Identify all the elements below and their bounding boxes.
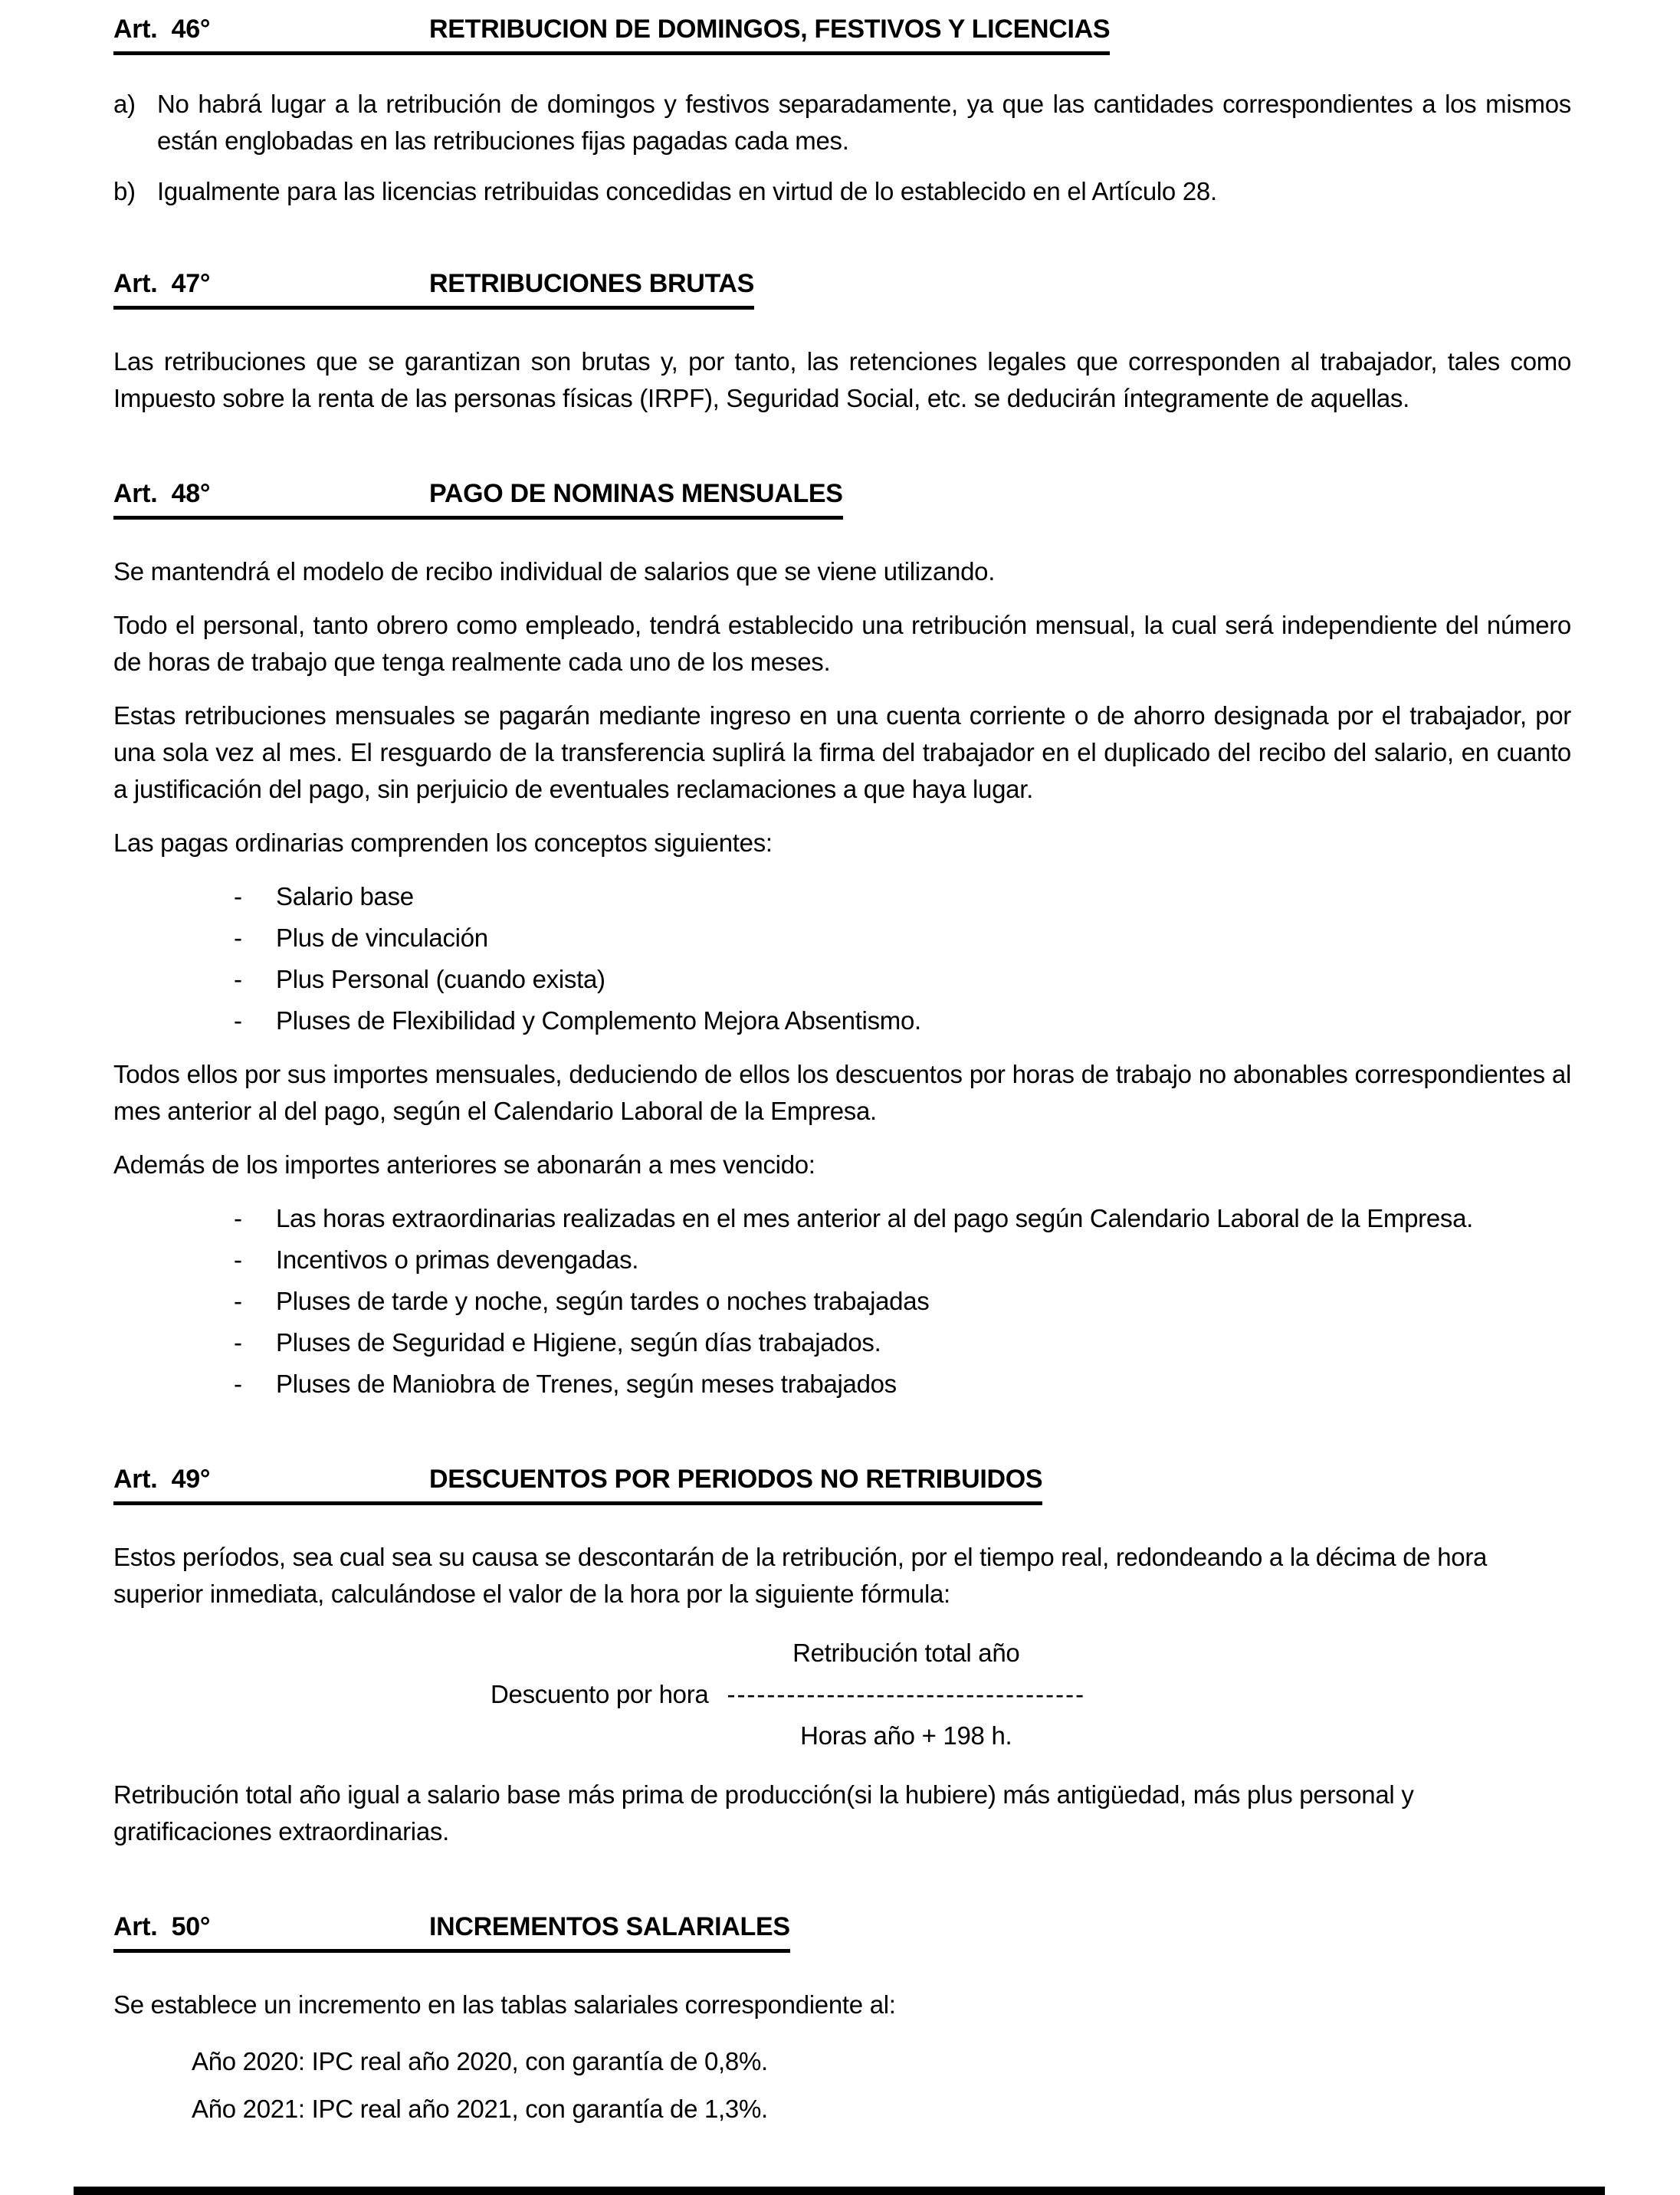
list-marker: -: [234, 1370, 242, 1398]
list-item: [192, 2043, 1571, 2080]
article-49-heading: [113, 1464, 1042, 1505]
article-48-paragraph-2: Todo el personal, tanto obrero como empleado, tendrá establecido una retribución mensual, la cual será independiente del número de horas de trabajo que tenga realmente cada uno de los meses.: [113, 611, 1571, 676]
article-48-paragraph-6: Además de los importes anteriores se abonarán a mes vencido:: [113, 1150, 815, 1179]
list-marker: -: [234, 1328, 242, 1357]
list-item-text: Pluses de Flexibilidad y Complemento Mejora Absentismo.: [276, 1006, 921, 1035]
article-48-number: Art. 48°: [113, 479, 211, 508]
list-item: [234, 1200, 1571, 1237]
article-46-items: [113, 86, 1571, 210]
list-item-text: Pluses de Seguridad e Higiene, según días trabajados.: [276, 1328, 881, 1357]
list-item-text: Plus de vinculación: [276, 924, 488, 952]
article-47-heading: [113, 268, 754, 310]
list-item: [234, 1002, 1571, 1039]
list-item-text: Pluses de tarde y noche, según tardes o noches trabajadas: [276, 1287, 930, 1315]
bottom-scan-artifact: [74, 2187, 1605, 2195]
list-marker: -: [234, 1245, 242, 1274]
list-item: [234, 1324, 1571, 1361]
hour-value-formula: [491, 1632, 1571, 1757]
list-item: [234, 920, 1571, 956]
list-item: [234, 878, 1571, 915]
article-48-paragraph-1: Se mantendrá el modelo de recibo individual de salarios que se viene utilizando.: [113, 557, 996, 586]
article-50-paragraph-1: Se establece un incremento en las tablas salariales correspondiente al:: [113, 1990, 896, 2019]
list-marker: -: [234, 924, 242, 952]
article-46-heading: [113, 14, 1110, 55]
month-end-payments-list: [234, 1200, 1571, 1403]
list-item-b-text: Igualmente para las licencias retribuidas concedidas en virtud de lo establecido en el Artículo 28.: [157, 177, 1217, 205]
list-item: [234, 1242, 1571, 1278]
article-48-paragraph-3: Estas retribuciones mensuales se pagarán mediante ingreso en una cuenta corriente o de ahorro designada por el trabajador, por una sola vez al mes. El resguardo de la transferencia suplirá la firma del trabajador en el duplicado del recibo del salario, en cuanto a justificación del pago, sin perjuicio de eventuales reclamaciones a que haya lugar.: [113, 701, 1571, 803]
list-marker: -: [234, 882, 242, 910]
article-50-heading: [113, 1911, 790, 1953]
article-50-title: INCREMENTOS SALARIALES: [429, 1912, 790, 1941]
list-marker: -: [234, 965, 242, 993]
list-marker-a: a): [113, 90, 136, 118]
ordinary-pay-concepts-list: [234, 878, 1571, 1039]
list-item-a: [113, 86, 1571, 159]
list-item-text: Incentivos o primas devengadas.: [276, 1245, 639, 1274]
article-49-paragraph-1: Estos períodos, sea cual sea su causa se descontarán de la retribución, por el tiempo real, redondeando a la décima de hora superior inmediata, calculándose el valor de la hora por la siguiente fórmula:: [113, 1543, 1488, 1608]
article-46-title: RETRIBUCION DE DOMINGOS, FESTIVOS Y LICENCIAS: [429, 15, 1111, 44]
article-47-title: RETRIBUCIONES BRUTAS: [429, 269, 755, 298]
formula-numerator: Retribución total año: [792, 1639, 1020, 1667]
year-2020-increase: Año 2020: IPC real año 2020, con garantía de 0,8%.: [192, 2047, 768, 2075]
article-49-number: Art. 49°: [113, 1465, 211, 1494]
article-49-title: DESCUENTOS POR PERIODOS NO RETRIBUIDOS: [429, 1465, 1043, 1494]
article-48-title: PAGO DE NOMINAS MENSUALES: [429, 479, 843, 508]
list-item: [192, 2091, 1571, 2128]
formula-fraction: [727, 1632, 1085, 1757]
list-item-text: Plus Personal (cuando exista): [276, 965, 605, 993]
list-marker: -: [234, 1287, 242, 1315]
list-item-text: Salario base: [276, 882, 414, 910]
list-item-text: Pluses de Maniobra de Trenes, según meses trabajados: [276, 1370, 897, 1398]
article-47-number: Art. 47°: [113, 269, 211, 298]
article-47-paragraph: Las retribuciones que se garantizan son brutas y, por tanto, las retenciones legales que corresponden al trabajador, tales como Impuesto sobre la renta de las personas físicas (IRPF), Seguridad Social, etc. se deducirán íntegramente de aquellas.: [113, 347, 1571, 412]
article-46-number: Art. 46°: [113, 15, 211, 44]
list-item-text: Las horas extraordinarias realizadas en el mes anterior al del pago según Calendario Laboral de la Empresa.: [276, 1204, 1474, 1232]
article-48-paragraph-4: Las pagas ordinarias comprenden los conceptos siguientes:: [113, 828, 773, 857]
formula-label: Descuento por hora: [491, 1680, 709, 1708]
list-item-b: [113, 173, 1571, 210]
list-item: [234, 961, 1571, 998]
salary-increase-years-list: [192, 2043, 1571, 2128]
formula-denominator: Horas año + 198 h.: [800, 1721, 1012, 1750]
list-marker-b: b): [113, 177, 136, 205]
article-49-paragraph-2: Retribución total año igual a salario base más prima de producción(si la hubiere) más antigüedad, más plus personal y gratificaciones extraordinarias.: [113, 1780, 1414, 1846]
list-marker: -: [234, 1006, 242, 1035]
article-50-number: Art. 50°: [113, 1912, 211, 1941]
list-item-a-text: No habrá lugar a la retribución de domingos y festivos separadamente, ya que las cantidades correspondientes a los mismos están englobadas en las retribuciones fijas pagadas cada mes.: [157, 90, 1571, 155]
year-2021-increase: Año 2021: IPC real año 2021, con garantía de 1,3%.: [192, 2095, 768, 2123]
list-item: [234, 1283, 1571, 1320]
article-48-heading: [113, 478, 843, 520]
article-48-paragraph-5: Todos ellos por sus importes mensuales, deduciendo de ellos los descuentos por horas de trabajo no abonables correspondientes al mes anterior al del pago, según el Calendario Laboral de la Empresa.: [113, 1060, 1571, 1125]
list-marker: -: [234, 1204, 242, 1232]
list-item: [234, 1366, 1571, 1403]
formula-divider-line: ------------------------------------: [727, 1680, 1086, 1708]
